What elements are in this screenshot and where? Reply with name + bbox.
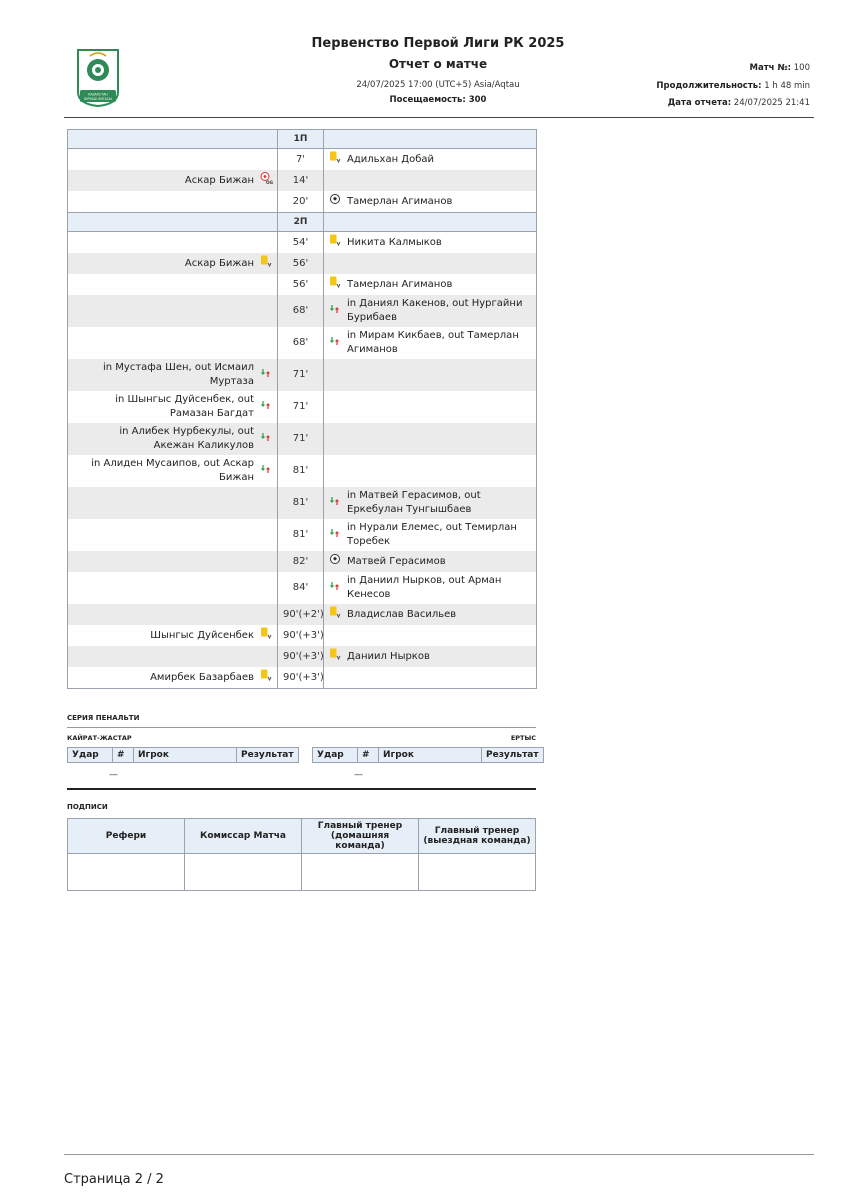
event-minute: 14' [278, 170, 324, 191]
home-event-cell [68, 646, 278, 667]
event-minute: 68' [278, 295, 324, 327]
substitution-icon [329, 580, 341, 597]
event-minute: 81' [278, 519, 324, 551]
period-header-row [68, 130, 537, 149]
event-minute: 81' [278, 487, 324, 519]
event-minute: 68' [278, 327, 324, 359]
away-event-cell [324, 149, 537, 171]
home-event-cell [68, 391, 278, 423]
home-event-cell [68, 572, 278, 604]
col-result: Результат [482, 748, 544, 763]
event-row [68, 295, 537, 327]
col-shot: Удар [68, 748, 113, 763]
home-event-cell [68, 667, 278, 689]
home-event-cell [68, 170, 278, 191]
event-row [68, 359, 537, 391]
event-minute: 54' [278, 232, 324, 254]
svg-text:КАЗАХСТАН: КАЗАХСТАН [88, 92, 108, 97]
yellow-card-icon [329, 276, 341, 293]
penalties-home-empty: — [109, 770, 118, 780]
away-event-cell [324, 232, 537, 254]
event-text: Аскар Бижан [184, 174, 254, 186]
event-row [68, 327, 537, 359]
period-home-cell [68, 130, 278, 149]
sig-referee-header: Рефери [68, 819, 185, 854]
yellow-card-icon [260, 669, 272, 686]
away-event-cell [324, 572, 537, 604]
event-minute: 90'(+3') [278, 625, 324, 646]
match-duration: Продолжительность: 1 h 48 min [656, 81, 810, 91]
home-event-cell [68, 253, 278, 274]
report-title: Первенство Первой Лиги РК 2025 [311, 36, 565, 51]
yellow-card-icon [260, 255, 272, 272]
period-away-cell [324, 213, 537, 232]
event-row [68, 253, 537, 274]
home-event-cell [68, 455, 278, 487]
event-row [68, 572, 537, 604]
sig-coach-away-header: Главный тренер (выездная команда) [419, 819, 536, 854]
yellow-card-icon [329, 151, 341, 168]
home-event-cell [68, 359, 278, 391]
event-row [68, 170, 537, 191]
events-table [67, 129, 537, 689]
home-event-cell [68, 625, 278, 646]
away-event-cell [324, 327, 537, 359]
col-result: Результат [237, 748, 299, 763]
event-minute: 7' [278, 149, 324, 171]
col-num: # [358, 748, 379, 763]
event-minute: 84' [278, 572, 324, 604]
event-text: in Алиден Мусаипов, out Аскар Бижан [91, 458, 254, 483]
svg-text:БІРІНШІ ЛИГАСЫ: БІРІНШІ ЛИГАСЫ [84, 97, 112, 101]
event-row [68, 191, 537, 213]
away-event-cell [324, 391, 537, 423]
event-text: Амирбек Базарбаев [150, 671, 254, 683]
event-row [68, 604, 537, 625]
event-text: Матвей Герасимов [347, 555, 446, 567]
col-shot: Удар [313, 748, 358, 763]
event-text: in Даниил Нырков, out Арман Кенесов [347, 575, 502, 600]
penalties-away-empty: — [354, 770, 363, 780]
away-event-cell [324, 295, 537, 327]
period-label: 1П [278, 130, 324, 149]
penalties-away-table [312, 747, 544, 763]
event-row [68, 391, 537, 423]
home-event-cell [68, 149, 278, 171]
page-number: Страница 2 / 2 [64, 1172, 164, 1187]
substitution-icon [329, 335, 341, 352]
signatures-section-label: ПОДПИСИ [67, 803, 108, 811]
away-event-cell [324, 191, 537, 213]
event-text: Даниил Нырков [347, 650, 430, 662]
sig-referee-cell[interactable] [68, 854, 185, 891]
away-event-cell [324, 253, 537, 274]
penalties-away-team: ЕРТЫС [510, 734, 536, 742]
event-minute: 56' [278, 274, 324, 295]
event-minute: 90'(+2') [278, 604, 324, 625]
event-row [68, 274, 537, 295]
period-label: 2П [278, 213, 324, 232]
goal-icon [329, 553, 341, 570]
event-text: Шынгыс Дуйсенбек [150, 629, 254, 641]
sig-commissioner-header: Комиссар Матча [185, 819, 302, 854]
substitution-icon [329, 303, 341, 320]
away-event-cell [324, 487, 537, 519]
event-minute: 56' [278, 253, 324, 274]
attendance: Посещаемость: 300 [389, 95, 487, 105]
penalties-home-team: КАЙРАТ-ЖАСТАР [67, 734, 132, 742]
yellow-card-icon [329, 606, 341, 623]
event-row [68, 149, 537, 171]
home-event-cell [68, 423, 278, 455]
home-event-cell [68, 551, 278, 572]
event-text: Адильхан Добай [347, 153, 435, 165]
event-row [68, 625, 537, 646]
event-text: Тамерлан Агиманов [347, 278, 453, 290]
sig-coach-away-cell[interactable] [419, 854, 536, 891]
event-text: Никита Калмыков [347, 236, 442, 248]
col-player: Игрок [134, 748, 237, 763]
event-minute: 82' [278, 551, 324, 572]
home-event-cell [68, 604, 278, 625]
event-minute: 71' [278, 423, 324, 455]
event-text: in Нурали Елемес, out Темирлан Торебек [347, 522, 517, 547]
away-event-cell [324, 519, 537, 551]
substitution-icon [329, 495, 341, 512]
goal-icon [329, 193, 341, 210]
penalties-home-table [67, 747, 299, 763]
event-row [68, 232, 537, 254]
sig-coach-home-header: Главный тренер (домашняя команда) [302, 819, 419, 854]
penalties-section-label: СЕРИЯ ПЕНАЛЬТИ [67, 714, 140, 722]
home-event-cell [68, 519, 278, 551]
substitution-icon [329, 527, 341, 544]
event-minute: 20' [278, 191, 324, 213]
substitution-icon [260, 399, 272, 416]
event-minute: 71' [278, 391, 324, 423]
period-away-cell [324, 130, 537, 149]
away-event-cell [324, 551, 537, 572]
event-text: Тамерлан Агиманов [347, 195, 453, 207]
substitution-icon [260, 463, 272, 480]
event-text: in Шынгыс Дуйсенбек, out Рамазан Багдат [115, 394, 254, 419]
away-event-cell [324, 423, 537, 455]
event-row [68, 646, 537, 667]
event-row [68, 487, 537, 519]
league-logo [74, 48, 122, 108]
away-event-cell [324, 604, 537, 625]
penalties-bottom-rule [67, 788, 536, 790]
sig-coach-home-cell[interactable] [302, 854, 419, 891]
away-event-cell [324, 646, 537, 667]
event-text: Владислав Васильев [347, 608, 457, 620]
event-text: in Мирам Кикбаев, out Тамерлан Агиманов [347, 330, 519, 355]
yellow-card-icon [260, 627, 272, 644]
home-event-cell [68, 274, 278, 295]
match-number: Матч №: 100 [749, 63, 810, 73]
home-event-cell [68, 487, 278, 519]
yellow-card-icon [329, 234, 341, 251]
away-event-cell [324, 274, 537, 295]
home-event-cell [68, 327, 278, 359]
col-player: Игрок [379, 748, 482, 763]
event-text: Аскар Бижан [184, 257, 254, 269]
event-row [68, 551, 537, 572]
away-event-cell [324, 359, 537, 391]
away-event-cell [324, 455, 537, 487]
home-event-cell [68, 295, 278, 327]
event-text: in Матвей Герасимов, out Еркебулан Тунгышбаев [347, 490, 481, 515]
event-row [68, 667, 537, 689]
col-num: # [113, 748, 134, 763]
period-header-row [68, 213, 537, 232]
substitution-icon [260, 431, 272, 448]
svg-text:OG: OG [266, 179, 273, 185]
substitution-icon [260, 367, 272, 384]
away-event-cell [324, 667, 537, 689]
period-home-cell [68, 213, 278, 232]
own-goal-icon [260, 172, 272, 189]
home-event-cell [68, 232, 278, 254]
penalties-divider [67, 727, 536, 728]
header-divider [64, 117, 814, 118]
footer-divider [64, 1154, 814, 1155]
event-minute: 71' [278, 359, 324, 391]
event-minute: 81' [278, 455, 324, 487]
away-event-cell [324, 625, 537, 646]
event-row [68, 423, 537, 455]
event-minute: 90'(+3') [278, 646, 324, 667]
sig-commissioner-cell[interactable] [185, 854, 302, 891]
signatures-table [67, 818, 536, 891]
report-date: Дата отчета: 24/07/2025 21:41 [667, 98, 810, 108]
event-minute: 90'(+3') [278, 667, 324, 689]
match-datetime: 24/07/2025 17:00 (UTC+5) Asia/Aqtau [356, 80, 520, 90]
report-subtitle: Отчет о матче [388, 57, 488, 71]
event-row [68, 455, 537, 487]
event-text: in Мустафа Шен, out Исмаил Муртаза [103, 362, 254, 387]
yellow-card-icon [329, 648, 341, 665]
home-event-cell [68, 191, 278, 213]
event-row [68, 519, 537, 551]
event-text: in Даниял Какенов, out Нургайни Бурибаев [347, 298, 523, 323]
away-event-cell [324, 170, 537, 191]
event-text: in Алибек Нурбекулы, out Акежан Каликулов [119, 426, 254, 451]
